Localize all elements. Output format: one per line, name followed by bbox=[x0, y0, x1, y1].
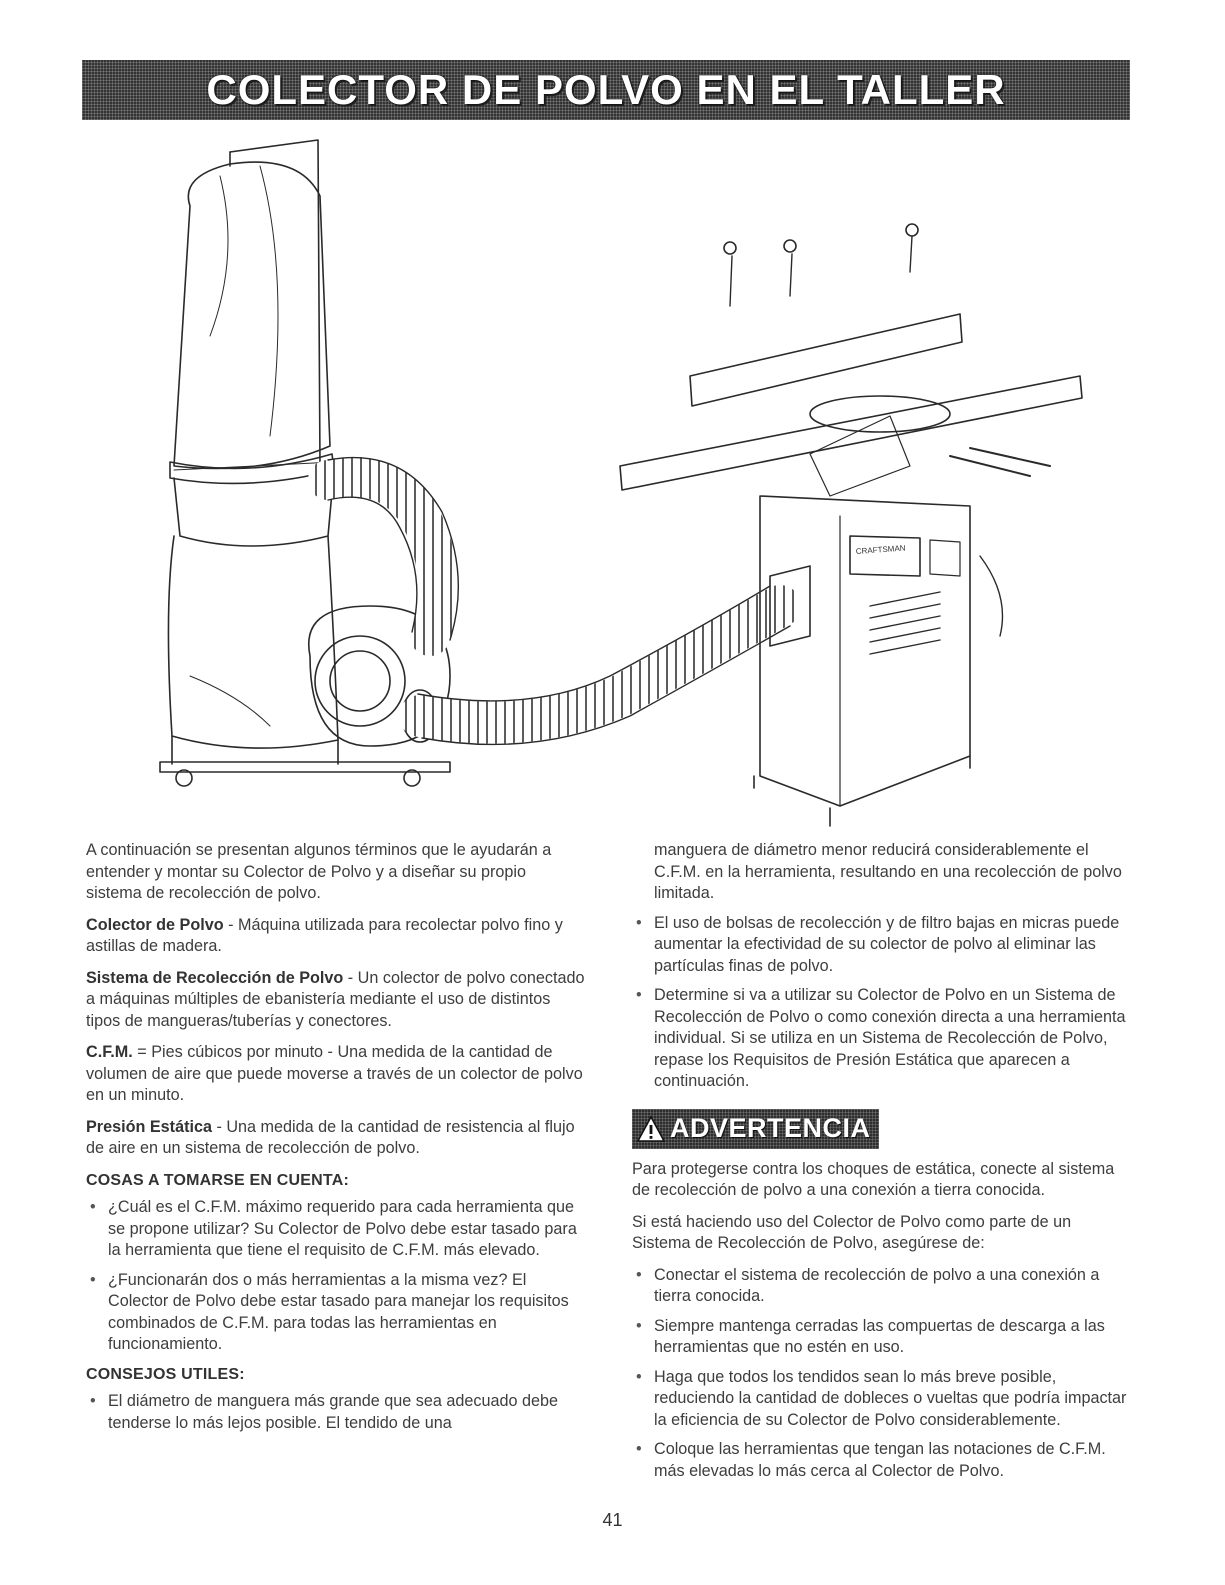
jointer-stand bbox=[760, 496, 970, 806]
list-item: • Siempre mantenga cerradas las compuertas de descarga a las herramientas que no estén en uso. bbox=[632, 1316, 1132, 1359]
definition-collection-system bbox=[86, 968, 586, 1033]
definition-term: Presión Estática bbox=[86, 1117, 212, 1136]
consider-list bbox=[86, 1197, 586, 1356]
page-banner bbox=[82, 60, 1130, 120]
definition-text: - Una medida de la cantidad de resistencia al flujo de aire en un sistema de recolección de polvo. bbox=[86, 1117, 575, 1157]
warning-badge bbox=[632, 1109, 879, 1149]
list-item: • ¿Funcionarán dos o más herramientas a la misma vez? El Colector de Polvo debe estar tasado para manejar los requisitos combinados de C.F.M. para todas las herramientas en funcionamiento. bbox=[86, 1270, 586, 1356]
system-list bbox=[632, 1265, 1132, 1483]
left-column bbox=[86, 840, 586, 1442]
list-item: • Coloque las herramientas que tengan las notaciones de C.F.M. más elevadas lo más cerca al Colector de Polvo. bbox=[632, 1439, 1132, 1482]
definition-text: - Máquina utilizada para recolectar polvo fino y astillas de madera. bbox=[86, 915, 563, 955]
definition-term: C.F.M. bbox=[86, 1043, 133, 1061]
right-column bbox=[632, 840, 1132, 1490]
definition-term: Sistema de Recolección de Polvo bbox=[86, 968, 344, 987]
collection-bag bbox=[168, 536, 338, 748]
page-number: 41 bbox=[602, 1510, 623, 1530]
tips-heading: CONSEJOS UTILES: bbox=[86, 1365, 245, 1383]
intro-paragraph: A continuación se presentan algunos términos que le ayudarán a entender y montar su Colector de Polvo y a diseñar su propio sistema de recolección de polvo. bbox=[86, 841, 552, 902]
list-item: • Haga que todos los tendidos sean lo más breve posible, reduciendo la cantidad de dobleces o vueltas que podría impactar la eficiencia de su Colector de Polvo considerablemente. bbox=[632, 1367, 1132, 1432]
definition-text: = Pies cúbicos por minuto - Una medida de la cantidad de volumen de aire que puede moverse a través de un colector de polvo en un minuto. bbox=[86, 1043, 583, 1104]
dust-collector-illustration bbox=[150, 136, 1090, 836]
filter-bag bbox=[174, 162, 330, 468]
jointer-table bbox=[620, 376, 1082, 490]
tips-list-continued bbox=[632, 840, 1132, 1093]
system-intro: Si está haciendo uso del Colector de Polvo como parte de un Sistema de Recolección de Polvo, asegúrese de: bbox=[632, 1212, 1072, 1252]
definition-dust-collector bbox=[86, 915, 586, 958]
warning-text: Para protegerse contra los choques de estática, conecte al sistema de recolección de polvo a una conexión a tierra conocida. bbox=[632, 1159, 1115, 1199]
warning-triangle-icon bbox=[636, 1114, 666, 1144]
definition-cfm bbox=[86, 1042, 586, 1107]
definition-static-pressure bbox=[86, 1117, 586, 1160]
list-item: • Determine si va a utilizar su Colector de Polvo en un Sistema de Recolección de Polvo o como conexión directa a una herramienta individual. Si se utiliza en un Sistema de Recolección de Polvo, repase los Requisitos de Presión Estática que aparecen a continuación. bbox=[632, 985, 1132, 1093]
list-item: • El diámetro de manguera más grande que sea adecuado debe tenderse lo más lejos posible. El tendido de una bbox=[86, 1391, 586, 1434]
warning-label: ADVERTENCIA bbox=[670, 1112, 871, 1143]
tips-list bbox=[86, 1391, 586, 1434]
brand-label: CRAFTSMAN bbox=[855, 543, 906, 556]
list-item: • El uso de bolsas de recolección y de filtro bajas en micras puede aumentar la efectividad de su colector de polvo al eliminar las partículas finas de polvo. bbox=[632, 913, 1132, 978]
list-item: • ¿Cuál es el C.F.M. máximo requerido para cada herramienta que se propone utilizar? Su Colector de Polvo debe estar tasado para la herramienta que tiene el requisito de C.F.M. más elevado. bbox=[86, 1197, 586, 1262]
page-title: COLECTOR DE POLVO EN EL TALLER bbox=[206, 66, 1006, 113]
consider-heading: COSAS A TOMARSE EN CUENTA: bbox=[86, 1171, 349, 1189]
definition-term: Colector de Polvo bbox=[86, 915, 224, 934]
upper-hose bbox=[328, 477, 438, 636]
definition-text: - Un colector de polvo conectado a máquinas múltiples de ebanistería mediante el uso de distintos tipos de mangueras/tuberías y conectores. bbox=[86, 968, 585, 1030]
list-item-continued: manguera de diámetro menor reducirá considerablemente el C.F.M. en la herramienta, resultando en una recolección de polvo limitada. bbox=[654, 841, 1122, 902]
dust-hose bbox=[420, 606, 780, 723]
list-item: • Conectar el sistema de recolección de polvo a una conexión a tierra conocida. bbox=[632, 1265, 1132, 1308]
